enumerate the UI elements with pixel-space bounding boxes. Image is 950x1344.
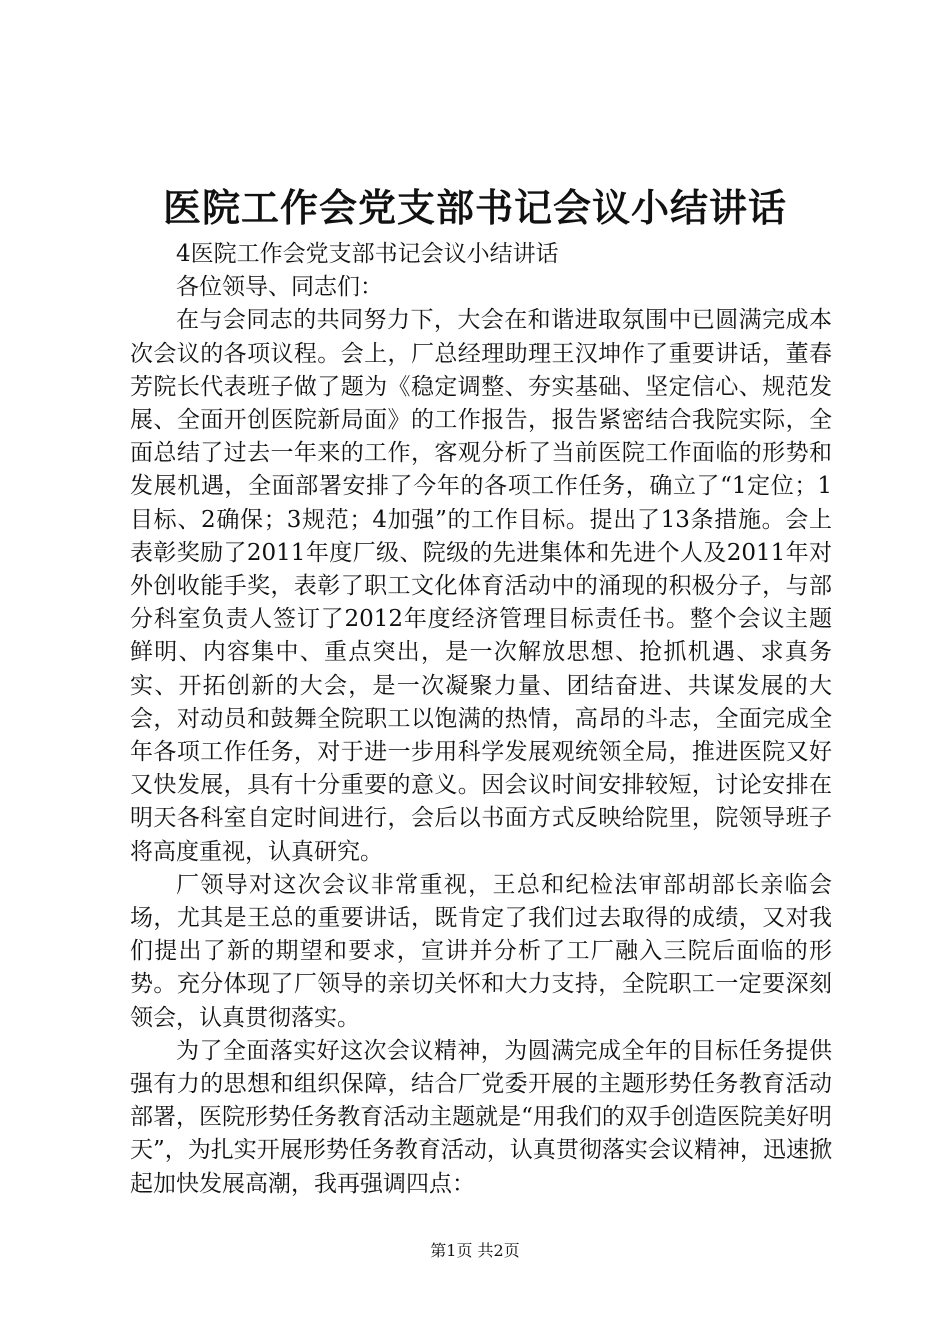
paragraph-implementation: 为了全面落实好这次会议精神，为圆满完成全年的目标任务提供强有力的思想和组织保障，结合厂党委开展的主题形势任务教育活动部署，医院形势任务教育活动主题就是“用我们的双手创造医院美好明天”，为扎实开展形势任务教育活动，认真贯彻落实会议精神，迅速掀起加快发展高潮，我再强调四点： [130,1037,832,1197]
page-indicator: 第1页 共2页 [430,1241,520,1260]
paragraph-meeting-summary: 在与会同志的共同努力下，大会在和谐进取氛围中已圆满完成本次会议的各项议程。会上，厂总经理助理王汉坤作了重要讲话，董春芳院长代表班子做了题为《稳定调整、夯实基础、坚定信心、规范发展、全面开创医院新局面》的工作报告，报告紧密结合我院实际，全面总结了过去一年来的工作，客观分析了当前医院工作面临的形势和发展机遇，全面部署安排了今年的各项工作任务，确立了“1定位；1目标、2确保；3规范；4加强”的工作目标。提出了13条措施。会上表彰奖励了2011年度厂级、院级的先进集体和先进个人及2011年对外创收能手奖，表彰了职工文化体育活动中的涌现的积极分子，与部分科室负责人签订了2012年度经济管理目标责任书。整个会议主题鲜明、内容集中、重点突出，是一次解放思想、抢抓机遇、求真务实、开拓创新的大会，是一次凝聚力量、团结奋进、共谋发展的大会，对动员和鼓舞全院职工以饱满的热情，高昂的斗志，全面完成全年各项工作任务，对于进一步用科学发展观统领全局，推进医院又好又快发展，具有十分重要的意义。因会议时间安排较短，讨论安排在明天各科室自定时间进行，会后以书面方式反映给院里，院领导班子将高度重视，认真研究。 [130,307,832,865]
subtitle-line: 4医院工作会党支部书记会议小结讲话 [176,241,559,267]
paragraph-leadership-attention: 厂领导对这次会议非常重视，王总和纪检法审部胡部长亲临会场，尤其是王总的重要讲话，既肯定了我们过去取得的成绩，又对我们提出了新的期望和要求，宣讲并分析了工厂融入三院后面临的形势。充分体现了厂领导的亲切关怀和大力支持，全院职工一定要深刻领会，认真贯彻落实。 [130,871,832,1031]
salutation: 各位领导、同志们： [176,274,383,301]
document-title: 医院工作会党支部书记会议小结讲话 [162,185,787,230]
document-body [130,238,832,1201]
